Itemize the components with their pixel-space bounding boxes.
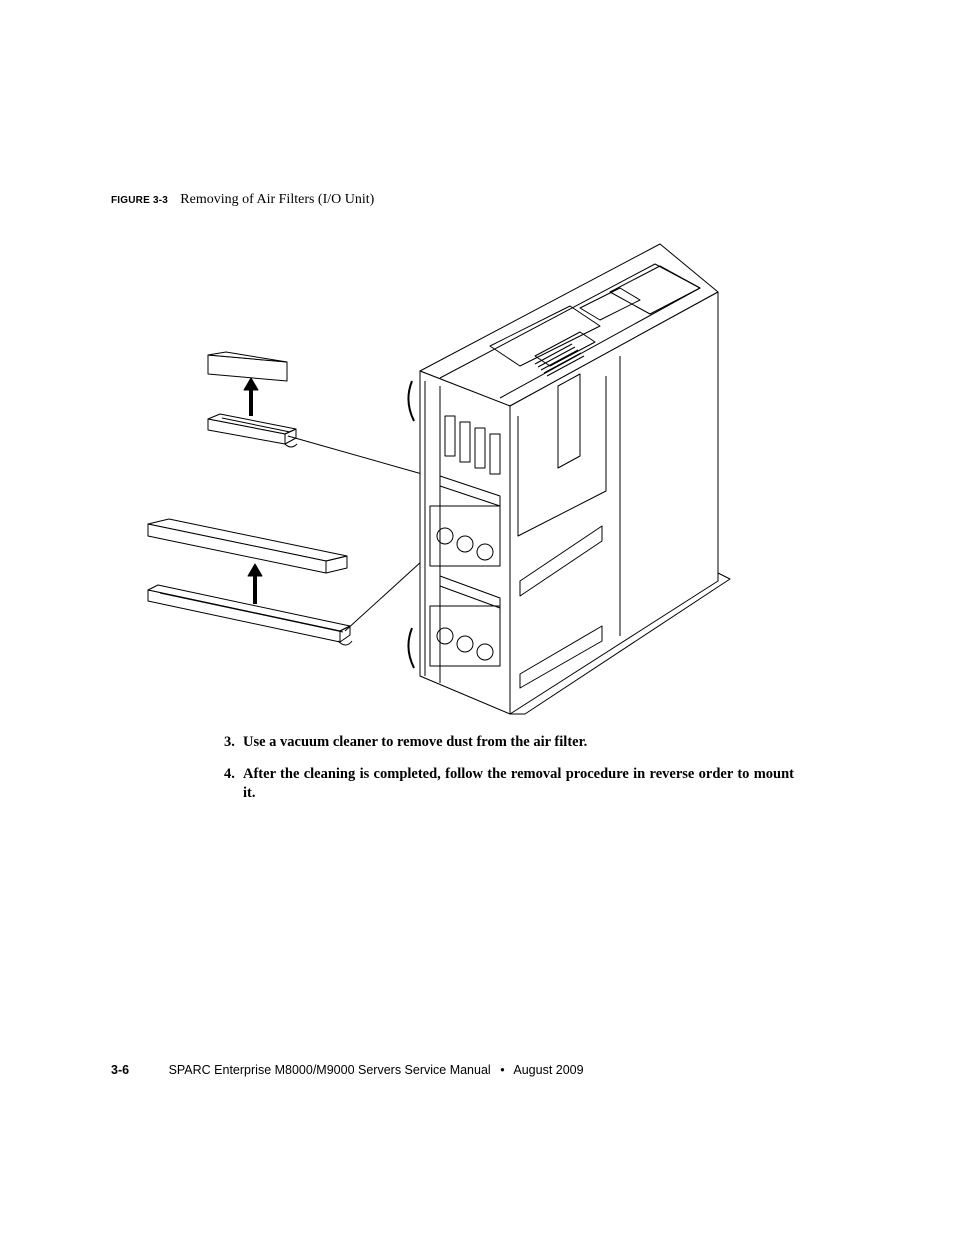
step-number: 4. xyxy=(224,766,235,782)
leader-line-top xyxy=(288,436,422,474)
leader-line-bottom xyxy=(345,561,422,631)
io-unit-air-filter-illustration xyxy=(140,236,740,726)
small-filter-frame xyxy=(208,414,297,447)
page-footer xyxy=(111,1063,584,1077)
arrow-up-icon-bottom xyxy=(248,564,262,604)
figure-caption xyxy=(111,191,374,208)
footer-separator: • xyxy=(500,1063,505,1077)
publication-date: August 2009 xyxy=(513,1063,584,1077)
figure-label: FIGURE 3-3 xyxy=(111,195,169,206)
manual-title: SPARC Enterprise M8000/M9000 Servers Service Manual xyxy=(168,1063,491,1077)
large-filter-element xyxy=(148,519,347,573)
figure-title: Removing of Air Filters (I/O Unit) xyxy=(180,192,375,207)
step-4 xyxy=(224,765,794,803)
step-number: 3. xyxy=(224,734,235,750)
step-3 xyxy=(224,733,794,752)
arrow-up-icon-top xyxy=(244,378,258,416)
io-unit-chassis xyxy=(408,244,730,714)
small-filter-element xyxy=(208,352,287,381)
step-text: Use a vacuum cleaner to remove dust from the air filter. xyxy=(243,734,588,750)
step-text: After the cleaning is completed, follow the removal procedure in reverse order to mount it. xyxy=(243,766,794,801)
procedure-steps xyxy=(224,733,794,816)
page-number: 3-6 xyxy=(111,1063,130,1077)
large-filter-frame xyxy=(148,585,352,645)
